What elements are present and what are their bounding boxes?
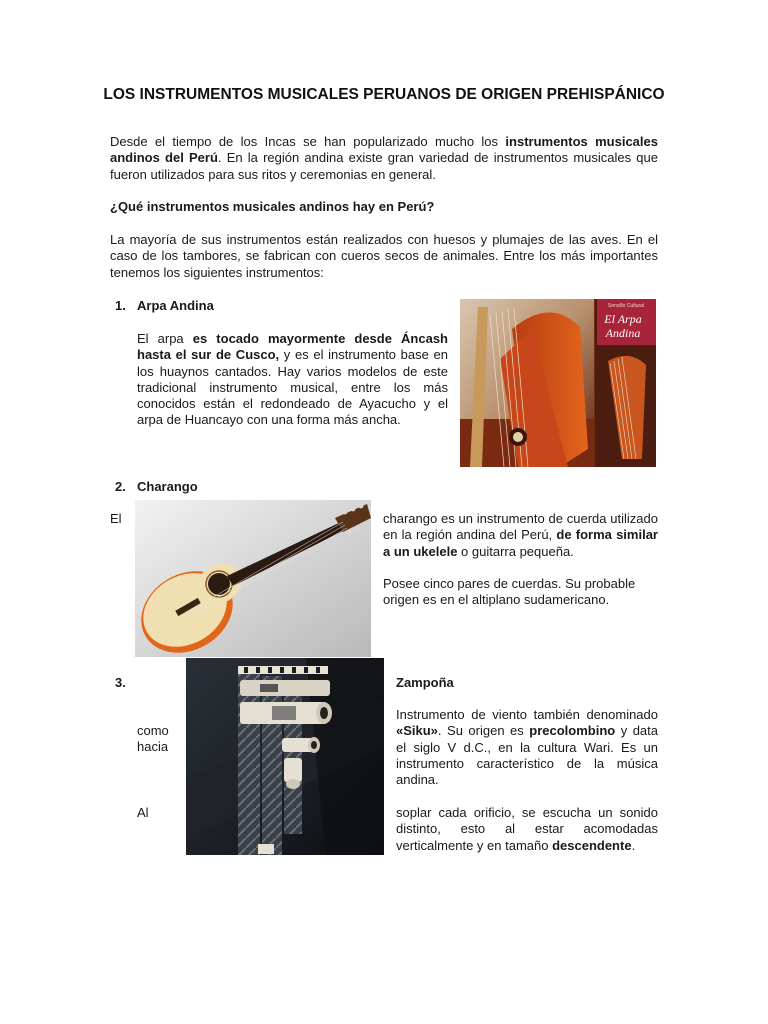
item-number-1: 1. <box>115 298 126 313</box>
zampona-paragraph-2 <box>396 805 658 854</box>
intro-paragraph <box>110 134 658 183</box>
intro-bold: instrumentos musicales andinos del Perú <box>110 134 658 166</box>
zampona-heading: Zampoña <box>396 675 454 690</box>
intro-text-2: . En la región andina existe gran variedad de instrumentos musicales que fueron utilizados para sus ritos y ceremonias en general. <box>110 150 658 182</box>
charango-heading: Charango <box>137 479 198 494</box>
zampona-text-5: . <box>631 837 636 853</box>
charango-text-2: o guitarra pequeña. <box>457 543 574 559</box>
charango-paragraph <box>383 511 658 560</box>
page-title: LOS INSTRUMENTOS MUSICALES PERUANOS DE ORIGEN PREHISPÁNICO <box>103 86 665 103</box>
charango-left-word: El <box>110 511 122 526</box>
zampona-word-como: como <box>137 723 169 738</box>
section-question: ¿Qué instrumentos musicales andinos hay en Perú? <box>110 199 435 214</box>
zampona-image <box>186 658 384 855</box>
charango-image <box>135 500 371 657</box>
arpa-text-2: y es el instrumento base en los huaynos cantados. Hay varios modelos de este tradicional instrumento musical, entre los más conocidos están el redondeado de Ayacucho y el arpa de Huancayo con una forma más ancha. <box>137 347 448 428</box>
book-title-line-2: Andina <box>605 326 641 340</box>
arpa-paragraph <box>137 331 448 429</box>
item-number-3: 3. <box>115 675 126 690</box>
book-title-line-1: El Arpa <box>604 312 642 326</box>
arpa-text-1: El arpa <box>137 331 193 346</box>
zampona-bold-precolombino: precolombino <box>529 723 616 739</box>
zampona-word-hacia: hacia <box>137 739 169 754</box>
zampona-bold-siku: «Siku» <box>396 723 438 739</box>
book-small-label: Sencillo Cultural <box>607 303 645 309</box>
item-number-2: 2. <box>115 479 126 494</box>
intro-text-1: Desde el tiempo de los Incas se han popularizado mucho los <box>110 134 506 149</box>
zampona-text-1: Instrumento de viento también denominado <box>396 707 658 722</box>
charango-text-1: charango es un instrumento de cuerda utilizado en la región andina del Perú, <box>383 511 658 543</box>
charango-illustration <box>135 500 371 657</box>
zampona-text-3: y data el siglo V d.C., en la cultura Wari. Es un instrumento característico de la música andina. <box>396 723 658 788</box>
zampona-text-4: soplar cada orificio, se escucha un sonido distinto, esto al estar acomodadas verticalmente y en tamaño <box>396 805 658 853</box>
arpa-illustration <box>460 299 656 467</box>
arpa-bold: es tocado mayormente desde Áncash hasta el sur de Cusco, <box>137 331 448 363</box>
intro-paragraph-2: La mayoría de sus instrumentos están realizados con huesos y plumajes de las aves. En el caso de los tambores, se fabrican con cueros secos de animales. Entre los más importantes tenemos los siguientes instrumentos: <box>110 232 658 280</box>
charango-paragraph-2: Posee cinco pares de cuerdas. Su probable origen es en el altiplano sudamericano. <box>383 576 636 608</box>
zampona-word-al: Al <box>137 805 149 820</box>
zampona-bold-descendente: descendente <box>552 837 632 853</box>
arpa-image <box>460 299 656 467</box>
arpa-heading: Arpa Andina <box>137 298 214 313</box>
zampona-paragraph <box>396 707 658 788</box>
charango-bold: de forma similar a un ukelele <box>383 527 658 559</box>
zampona-text-2: . Su origen es <box>437 723 530 739</box>
zampona-illustration <box>186 658 384 855</box>
